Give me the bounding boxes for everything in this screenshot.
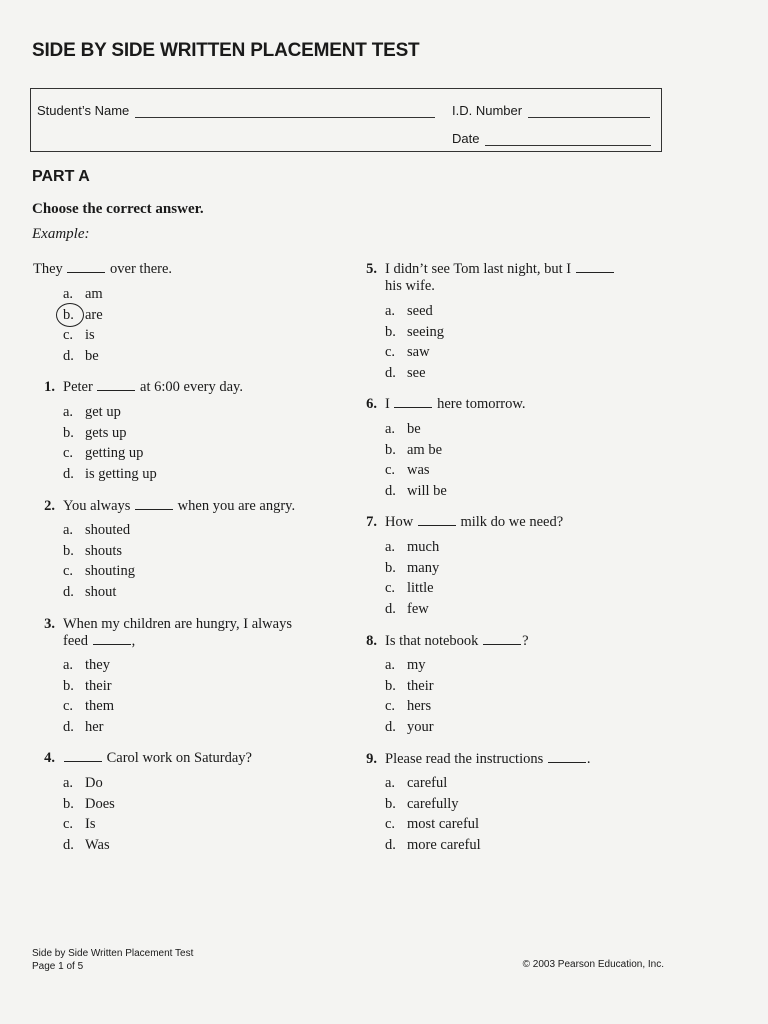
option-letter: c. [385,462,396,479]
answer-option[interactable] [385,837,481,854]
option-text: is getting up [85,466,157,483]
option-letter: c. [63,327,74,344]
question-text [385,751,635,768]
answer-blank [394,396,432,408]
option-letter: a. [63,286,74,302]
option-text: am [85,286,103,302]
answer-option[interactable] [385,816,479,833]
option-letter: b. [385,795,396,812]
option-letter: c. [385,580,396,597]
option-letter: c. [63,816,74,833]
student-name-label: Student’s Name [37,103,130,118]
answer-option[interactable] [63,425,126,442]
answer-blank [135,498,173,510]
option-letter: c. [385,698,396,715]
answer-option[interactable] [63,837,110,854]
option-letter: b. [385,559,396,576]
answer-option[interactable] [385,678,434,695]
option-text: Does [85,795,115,812]
option-letter: a. [63,775,74,791]
option-text: saw [407,344,430,361]
option-text: Is [85,816,96,833]
option-letter: a. [63,404,74,420]
option-text: them [85,698,114,715]
option-letter: b. [63,677,74,694]
answer-option[interactable] [385,539,439,556]
option-letter: b. [385,441,396,458]
answer-blank [97,379,135,391]
id-number-label: I.D. Number [452,103,523,118]
question-text-before: You always [63,498,135,514]
question-text [63,750,313,767]
question-text-after: his wife. [385,278,435,294]
date-line[interactable] [485,133,651,146]
answer-option[interactable] [385,344,430,361]
option-text: getting up [85,445,144,462]
question-text-before: When my children are hungry, I always feed [63,616,292,649]
question-text-after: , [131,633,136,649]
option-letter: a. [63,657,74,673]
option-text: my [407,657,426,673]
date-field[interactable] [452,131,651,146]
answer-option[interactable] [63,563,135,580]
question-text [385,633,635,650]
answer-option[interactable] [63,816,95,833]
option-text: be [407,421,421,437]
answer-option[interactable] [63,522,130,539]
question-text-before: I didn’t see Tom last night, but I [385,261,575,277]
question-text-before: Is that notebook [385,633,483,649]
question-text-after: when you are angry. [174,498,296,514]
option-letter: a. [385,775,396,791]
answer-option[interactable] [63,698,114,715]
date-label: Date [452,131,480,146]
option-text: they [85,657,110,673]
option-letter: a. [385,421,396,437]
answer-circle-mark [56,303,84,327]
footer-copyright: © 2003 Pearson Education, Inc. [522,959,664,970]
option-text: more careful [407,837,481,854]
question-text-before: Peter [63,379,97,395]
answer-option[interactable] [385,560,439,577]
answer-option[interactable] [385,719,434,736]
option-text: few [407,601,429,618]
student-info-box [30,88,662,152]
option-text: was [407,462,430,479]
question-text [63,379,313,396]
question-number: 1. [44,379,55,395]
question-number: 2. [44,498,55,514]
question-text [63,616,313,650]
question-text [63,498,313,515]
id-number-line[interactable] [528,105,650,118]
option-text: see [407,365,426,382]
option-text: their [407,677,434,694]
question-text-before: They [33,261,67,277]
option-text: shouts [85,542,123,559]
question-text-after: here tomorrow. [433,396,526,412]
answer-option[interactable] [63,445,143,462]
id-number-field[interactable] [452,103,650,118]
footer-left [32,947,193,973]
answer-option[interactable] [385,698,431,715]
answer-option[interactable] [385,601,429,618]
option-letter: a. [63,522,74,538]
answer-option[interactable] [63,307,103,324]
answer-blank [548,751,586,763]
question-number: 7. [366,514,377,530]
question-number: 5. [366,261,377,277]
option-letter: c. [63,698,74,715]
question-text-after: at 6:00 every day. [136,379,243,395]
question-text-before: Please read the instructions [385,751,547,767]
option-text: will be [407,483,447,500]
option-text: little [407,580,434,597]
option-letter: b. [385,323,396,340]
question-number: 3. [44,616,55,632]
option-letter: d. [385,365,396,382]
answer-option[interactable] [385,303,433,320]
answer-option[interactable] [385,442,442,459]
answer-option[interactable] [385,796,459,813]
answer-option[interactable] [63,678,112,695]
option-text: am be [407,441,443,458]
answer-option[interactable] [385,580,434,597]
option-letter: b. [385,677,396,694]
option-text: much [407,539,440,555]
option-text: most careful [407,816,480,833]
option-text: her [85,719,104,736]
question-text-after: over there. [106,261,173,277]
question-number: 8. [366,633,377,649]
option-letter: d. [63,348,74,365]
option-letter: a. [385,657,396,673]
answer-option[interactable] [63,404,121,421]
question-number: 4. [44,750,55,766]
answer-option[interactable] [63,657,110,674]
option-text: Was [85,837,110,854]
option-letter: d. [63,719,74,736]
option-letter: d. [385,601,396,618]
option-text: shout [85,584,117,601]
footer-test-name: Side by Side Written Placement Test [32,948,194,959]
option-letter: c. [63,563,74,580]
option-text: many [407,559,440,576]
answer-blank [93,633,131,645]
option-text: carefully [407,795,459,812]
option-text: hers [407,698,432,715]
answer-blank [64,750,102,762]
option-letter: b. [63,542,74,559]
question-text-after: milk do we need? [456,514,564,530]
question-text [33,261,283,278]
question-text-after: . [586,751,591,767]
answer-option[interactable] [63,796,115,813]
option-letter: a. [385,303,396,319]
answer-option[interactable] [63,775,103,792]
option-letter: c. [385,344,396,361]
student-name-line[interactable] [135,105,435,118]
option-letter: d. [385,837,396,854]
example-label: Example: [32,226,90,242]
question-text [385,514,635,531]
answer-option[interactable] [63,348,99,365]
option-letter: d. [63,837,74,854]
answer-option[interactable] [385,462,430,479]
answer-option[interactable] [63,327,95,344]
option-letter: c. [385,816,396,833]
option-text: careful [407,775,448,791]
answer-blank [418,514,456,526]
instruction: Choose the correct answer. [32,201,204,217]
answer-option[interactable] [385,483,447,500]
answer-option[interactable] [385,324,444,341]
answer-blank [67,261,105,273]
question-text-before: I [385,396,394,412]
option-text: shouting [85,563,135,580]
question-text [385,261,635,295]
option-text: is [85,327,95,344]
answer-option[interactable] [385,657,426,674]
question-text-after: Carol work on Saturday? [103,750,252,766]
answer-blank [576,261,614,273]
question-number: 6. [366,396,377,412]
option-letter: d. [385,719,396,736]
option-text: your [407,719,434,736]
answer-blank [483,633,521,645]
question-text-before: How [385,514,417,530]
student-name-field[interactable] [37,103,435,118]
option-text: get up [85,404,121,420]
option-letter: c. [63,445,74,462]
option-text: seeing [407,323,445,340]
part-heading: PART A [32,168,90,185]
option-letter: b. [63,307,85,324]
answer-option[interactable] [63,719,104,736]
option-letter: d. [385,483,396,500]
answer-option[interactable] [385,365,426,382]
option-text: their [85,677,112,694]
option-text: Do [85,775,103,791]
option-text: seed [407,303,433,319]
answer-option[interactable] [63,466,157,483]
answer-option[interactable] [63,584,116,601]
option-letter: d. [63,466,74,483]
question-text-after: ? [522,633,529,649]
answer-option[interactable] [385,775,447,792]
option-text: be [85,348,99,365]
option-text: gets up [85,424,127,441]
option-letter: b. [63,424,74,441]
footer-page-number: Page 1 of 5 [32,961,84,972]
option-letter: a. [385,539,396,555]
answer-option[interactable] [63,286,103,303]
option-letter: d. [63,584,74,601]
question-text [385,396,635,413]
answer-option[interactable] [385,421,421,438]
answer-option[interactable] [63,543,122,560]
option-text: shouted [85,522,131,538]
option-text: are [85,306,103,323]
page-title: SIDE BY SIDE WRITTEN PLACEMENT TEST [32,40,420,61]
question-number: 9. [366,751,377,767]
option-letter: b. [63,795,74,812]
